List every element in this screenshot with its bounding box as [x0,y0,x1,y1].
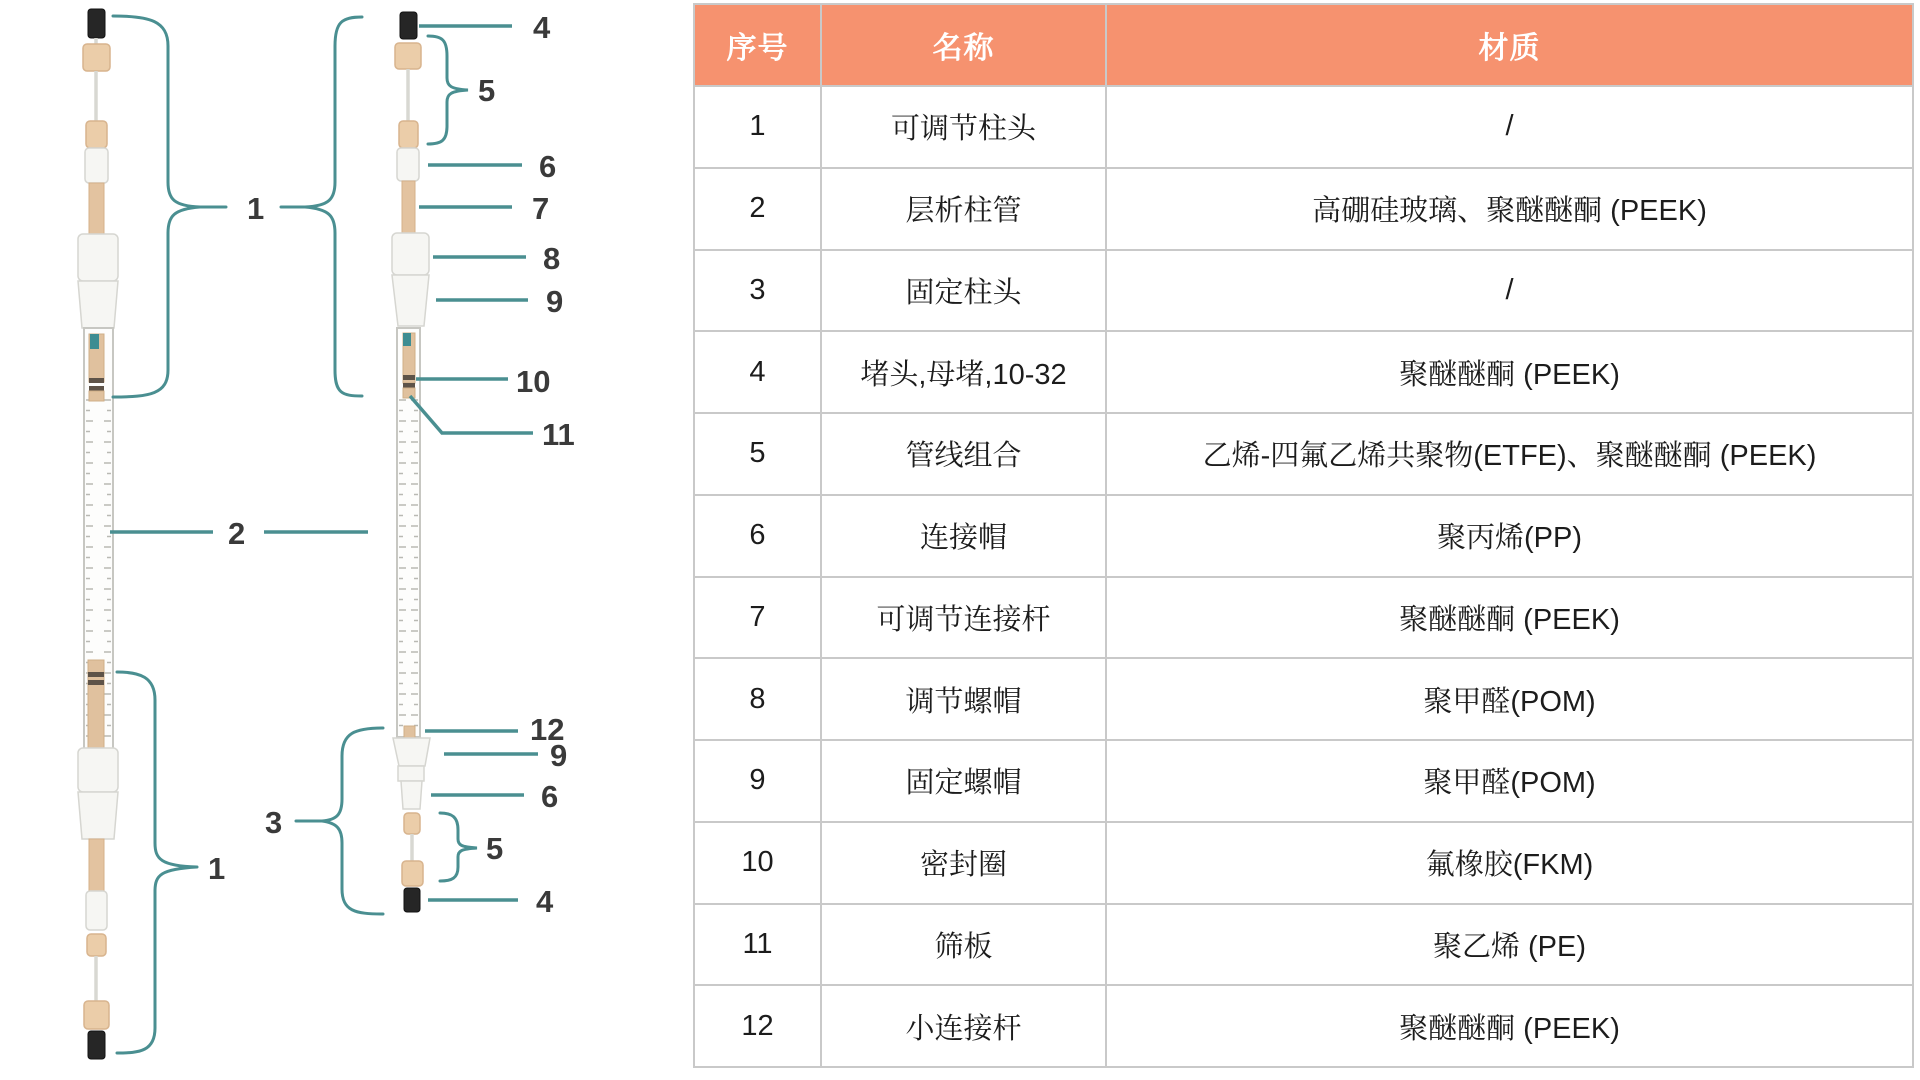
table-row [694,577,1913,659]
row-index-cell: 6 [694,495,821,577]
row-index-cell: 5 [694,413,821,495]
part-name-cell: 密封圈 [821,822,1106,904]
material-cell: 乙烯-四氟乙烯共聚物(ETFE)、聚醚醚酮 (PEEK) [1106,413,1913,495]
material-cell: / [1106,86,1913,168]
fixing-nut-9-top [392,275,429,326]
row-index-cell: 10 [694,822,821,904]
row-index-cell: 7 [694,577,821,659]
callout-6-bottom: 6 [541,779,559,814]
fixing-nut [78,281,118,328]
material-cell: 氟橡胶(FKM) [1106,822,1913,904]
callout-12: 12 [530,712,565,747]
bracket-1-right [281,17,362,396]
part-name-cell: 管线组合 [821,413,1106,495]
row-index-cell: 12 [694,985,821,1067]
adjusting-nut [78,234,118,281]
callout-4-bottom: 4 [536,884,554,919]
bracket-3 [296,728,383,914]
column-tag [90,334,99,349]
callout-2: 2 [228,516,246,551]
part-name-cell: 堵头,母堵,10-32 [821,331,1106,413]
callout-6-top: 6 [539,149,557,184]
row-index-cell: 1 [694,86,821,168]
table-row [694,331,1913,413]
part-name-cell: 层析柱管 [821,168,1106,250]
material-cell: 聚醚醚酮 (PEEK) [1106,331,1913,413]
material-cell: 聚醚醚酮 (PEEK) [1106,577,1913,659]
header-name: 名称 [821,4,1106,86]
table-row [694,413,1913,495]
callouts [110,10,575,1053]
connector-cap [85,148,108,183]
part-name-cell: 可调节连接杆 [821,577,1106,659]
plug-4-bottom [404,888,420,912]
adjustable-connecting-rod-7 [402,181,415,233]
material-cell: 聚乙烯 (PE) [1106,904,1913,986]
callout-8: 8 [543,241,561,276]
callout-9-top: 9 [546,284,564,319]
material-cell: / [1106,250,1913,332]
callout-9-bottom: 9 [550,738,568,773]
table-row [694,740,1913,822]
part-name-cell: 固定柱头 [821,250,1106,332]
row-index-cell: 4 [694,331,821,413]
part-name-cell: 可调节柱头 [821,86,1106,168]
header-material: 材质 [1106,4,1913,86]
table-row [694,904,1913,986]
table-row [694,168,1913,250]
fixing-nut-9-bottom [393,738,430,766]
callout-11: 11 [542,417,575,452]
adjustable-rod [89,183,104,234]
callout-10: 10 [516,364,551,399]
assembled-column-illustration [78,9,118,1059]
parts-table [693,3,1914,1068]
callout-1-top: 1 [247,191,265,226]
bracket-5-bottom [440,813,477,881]
material-cell: 高硼硅玻璃、聚醚醚酮 (PEEK) [1106,168,1913,250]
table-header-row [694,4,1913,86]
callout-5-top: 5 [478,73,496,108]
callout-5-bottom: 5 [486,831,504,866]
part-name-cell: 连接帽 [821,495,1106,577]
bracket-1-bottom [117,672,197,1053]
material-cell: 聚醚醚酮 (PEEK) [1106,985,1913,1067]
bottom-plug-cap [88,1031,105,1059]
material-cell: 聚丙烯(PP) [1106,495,1913,577]
top-fitting [83,44,110,71]
bracket-5-top [428,36,468,144]
part-name-cell: 筛板 [821,904,1106,986]
part-name-cell: 调节螺帽 [821,658,1106,740]
table-row [694,250,1913,332]
row-index-cell: 8 [694,658,821,740]
table-row [694,495,1913,577]
callout-1-bottom: 1 [208,851,226,886]
row-index-cell: 11 [694,904,821,986]
material-cell: 聚甲醛(POM) [1106,740,1913,822]
table-row [694,658,1913,740]
table-row [694,822,1913,904]
callout-4-top: 4 [533,10,551,45]
connecting-cap-6-bottom [401,781,422,809]
material-cell: 聚甲醛(POM) [1106,658,1913,740]
adjusting-nut-8 [392,233,429,275]
row-index-cell: 9 [694,740,821,822]
column-diagram [0,0,600,1080]
callout-3: 3 [265,805,283,840]
small-connecting-rod-12 [404,726,415,738]
plug-4-top [400,12,417,39]
parts-table-body [694,86,1913,1067]
top-plug-cap [88,9,105,38]
exploded-column-illustration [392,12,430,912]
header-index: 序号 [694,4,821,86]
row-index-cell: 3 [694,250,821,332]
table-row [694,86,1913,168]
bracket-1-left [113,16,226,397]
part-name-cell: 固定螺帽 [821,740,1106,822]
row-index-cell: 2 [694,168,821,250]
connecting-cap-6 [397,148,419,181]
sieve-plate-11 [403,388,415,398]
callout-7: 7 [532,191,550,226]
part-name-cell: 小连接杆 [821,985,1106,1067]
table-row [694,985,1913,1067]
